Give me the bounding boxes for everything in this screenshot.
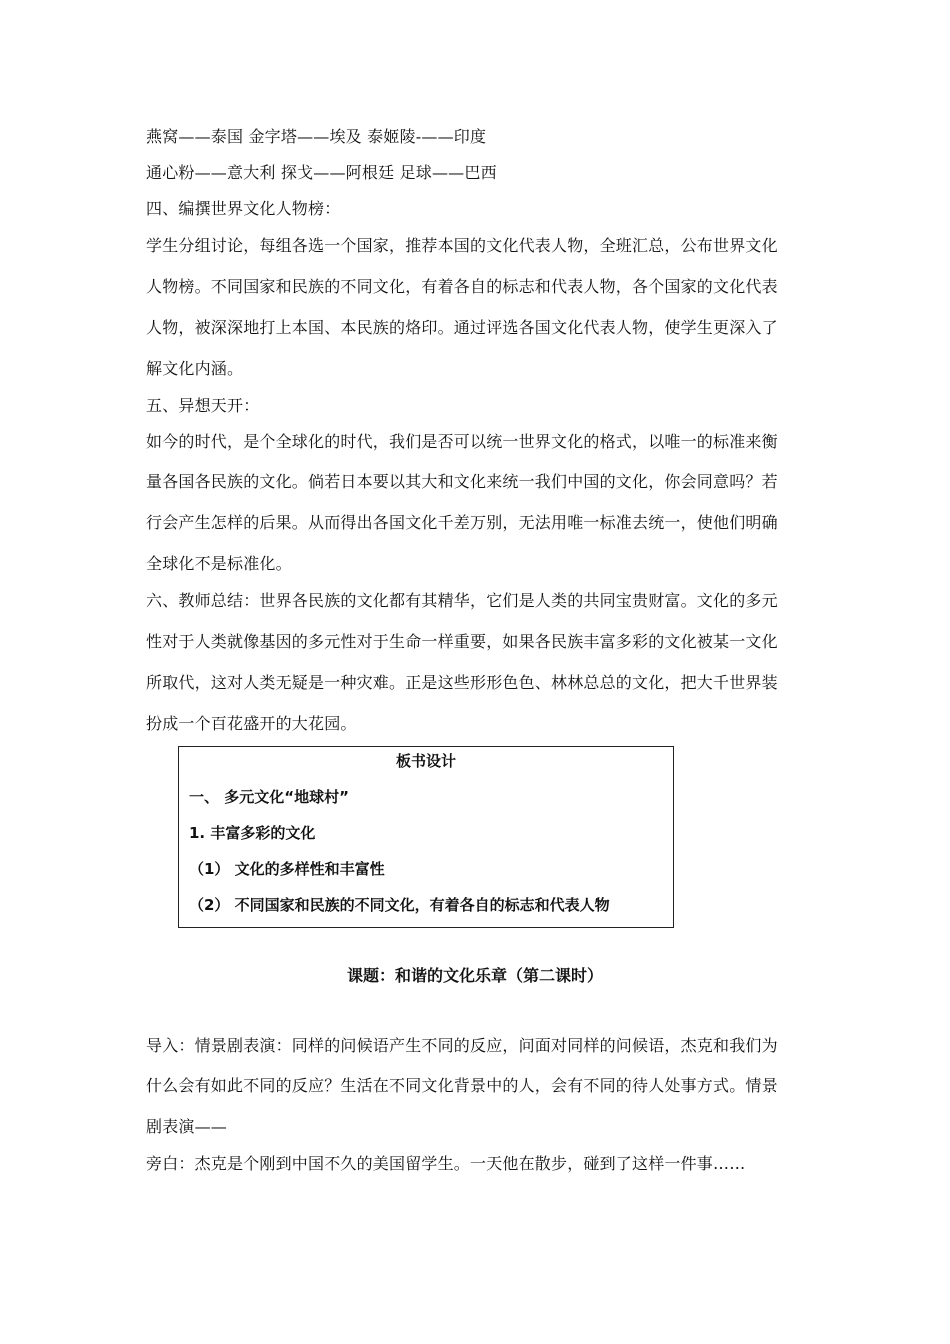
paragraph-line: 扮成一个百花盛开的大花园。 <box>146 714 357 733</box>
board-item: （2） 不同国家和民族的不同文化，有着各自的标志和代表人物 <box>189 896 610 914</box>
board-item: （1） 文化的多样性和丰富性 <box>189 860 385 878</box>
paragraph-line: 导入：情景剧表演：同样的问候语产生不同的反应，问面对同样的问候语，杰克和我们为 <box>146 1036 778 1055</box>
paragraph-line: 燕窝——泰国 金字塔——埃及 泰姬陵-——印度 <box>146 127 487 146</box>
paragraph-line: 学生分组讨论，每组各选一个国家，推荐本国的文化代表人物，全班汇总，公布世界文化 <box>146 236 778 255</box>
paragraph-line: 人物，被深深地打上本国、本民族的烙印。通过评选各国文化代表人物，使学生更深入了 <box>146 318 778 337</box>
board-title: 板书设计 <box>395 752 456 770</box>
paragraph-line: 量各国各民族的文化。倘若日本要以其大和文化来统一我们中国的文化，你会同意吗？若 <box>146 472 778 491</box>
paragraph-line: 通心粉——意大利 探戈——阿根廷 足球——巴西 <box>146 163 497 182</box>
board-item: 1. 丰富多彩的文化 <box>189 824 316 842</box>
paragraph-line: 旁白：杰克是个刚到中国不久的美国留学生。一天他在散步，碰到了这样一件事…… <box>146 1154 746 1173</box>
paragraph-line: 如今的时代，是个全球化的时代，我们是否可以统一世界文化的格式，以唯一的标准来衡 <box>146 432 778 451</box>
board-item: 一、 多元文化“地球村” <box>189 788 349 806</box>
paragraph-line: 所取代，这对人类无疑是一种灾难。正是这些形形色色、林林总总的文化，把大千世界装 <box>146 673 778 692</box>
section-heading: 四、编撰世界文化人物榜： <box>146 199 341 218</box>
section-heading: 五、异想天开： <box>146 396 260 415</box>
paragraph-line: 人物榜。不同国家和民族的不同文化，有着各自的标志和代表人物，各个国家的文化代表 <box>146 277 778 296</box>
paragraph-line: 解文化内涵。 <box>146 359 244 378</box>
paragraph-line: 性对于人类就像基因的多元性对于生命一样重要，如果各民族丰富多彩的文化被某一文化 <box>146 632 778 651</box>
paragraph-line: 剧表演—— <box>146 1117 228 1136</box>
board-design-box <box>178 746 674 928</box>
paragraph-line: 什么会有如此不同的反应？生活在不同文化背景中的人，会有不同的待人处事方式。情景 <box>146 1076 778 1095</box>
paragraph-line: 行会产生怎样的后果。从而得出各国文化千差万别，无法用唯一标准去统一，使他们明确 <box>146 513 778 532</box>
lesson-title: 课题：和谐的文化乐章（第二课时） <box>346 966 603 985</box>
paragraph-line: 六、教师总结：世界各民族的文化都有其精华，它们是人类的共同宝贵财富。文化的多元 <box>146 591 778 610</box>
paragraph-line: 全球化不是标准化。 <box>146 554 292 573</box>
